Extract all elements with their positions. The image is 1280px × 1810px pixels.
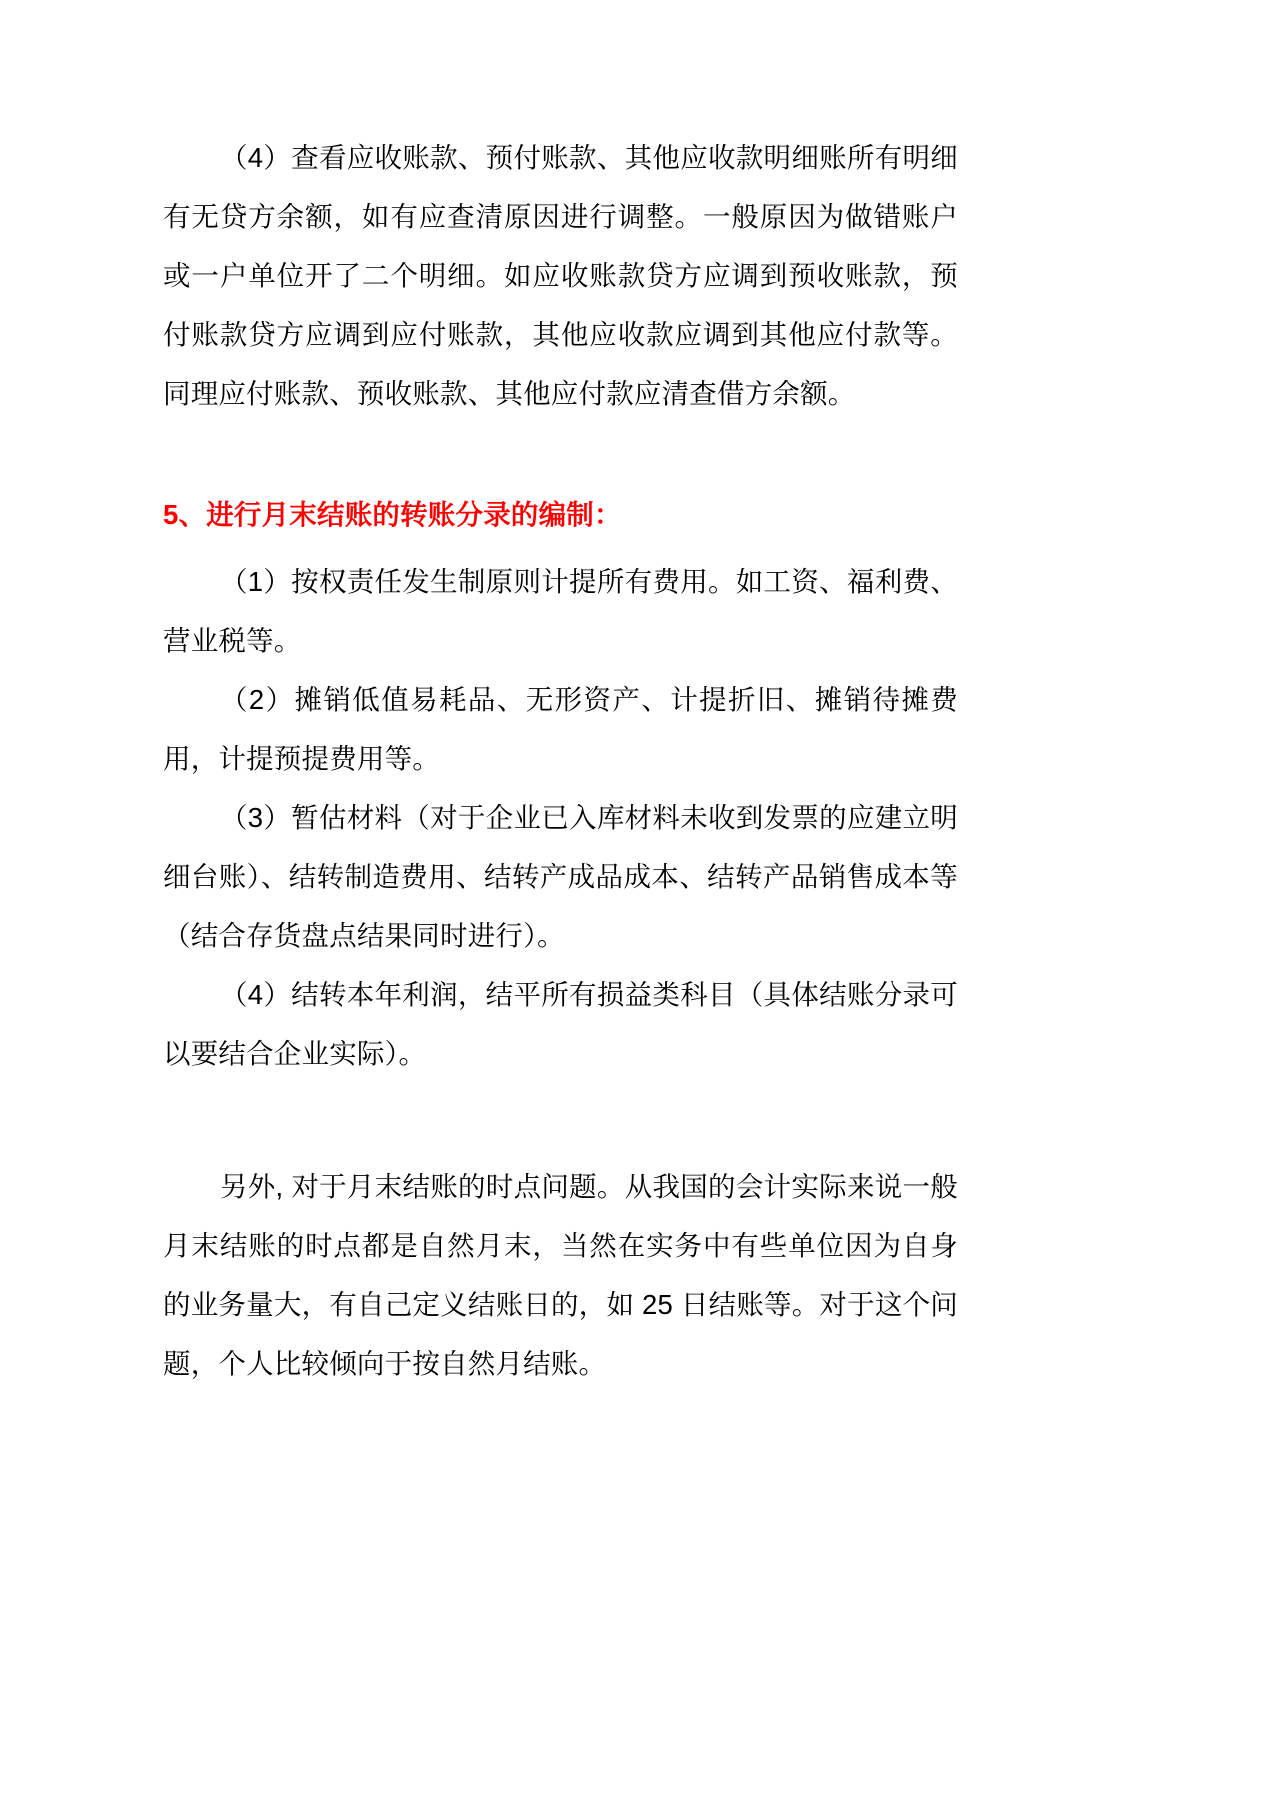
closing-spacer bbox=[163, 1083, 958, 1157]
section-5-item-4: （4）结转本年利润，结平所有损益类科目（具体结账分录可以要结合企业实际）。 bbox=[163, 979, 958, 1069]
heading-spacer bbox=[163, 544, 958, 552]
paragraph-item-4: （4）查看应收账款、预付账款、其他应收款明细账所有明细有无贷方余额，如有应查清原因进行调整。一般原因为做错账户或一户单位开了二个明细。如应收账款贷方应调到预收账款，预付账款贷方应调到应付账款，其他应收款应调到其他应付款等。同理应付账款、预收账款、其他应付款应清查借方余额。 bbox=[163, 142, 958, 409]
closing-paragraph: 另外, 对于月末结账的时点问题。从我国的会计实际来说一般月末结账的时点都是自然月末，当然在实务中有些单位因为自身的业务量大，有自己定义结账日的，如 25 日结账等。对于这个问题，个人比较倾向于按自然月结账。 bbox=[163, 1171, 958, 1379]
section-5-item-3: （3）暂估材料（对于企业已入库材料未收到发票的应建立明细台账）、结转制造费用、结转产成品成本、结转产品销售成本等（结合存货盘点结果同时进行）。 bbox=[163, 802, 958, 951]
section-5-heading: 5、进行月末结账的转账分录的编制： bbox=[163, 499, 622, 530]
section-5-item-1: （1）按权责任发生制原则计提所有费用。如工资、福利费、营业税等。 bbox=[163, 566, 958, 656]
section-5-item-2: （2）摊销低值易耗品、无形资产、计提折旧、摊销待摊费用，计提预提费用等。 bbox=[163, 684, 958, 774]
section-spacer bbox=[163, 423, 958, 485]
document-content bbox=[163, 128, 958, 1393]
